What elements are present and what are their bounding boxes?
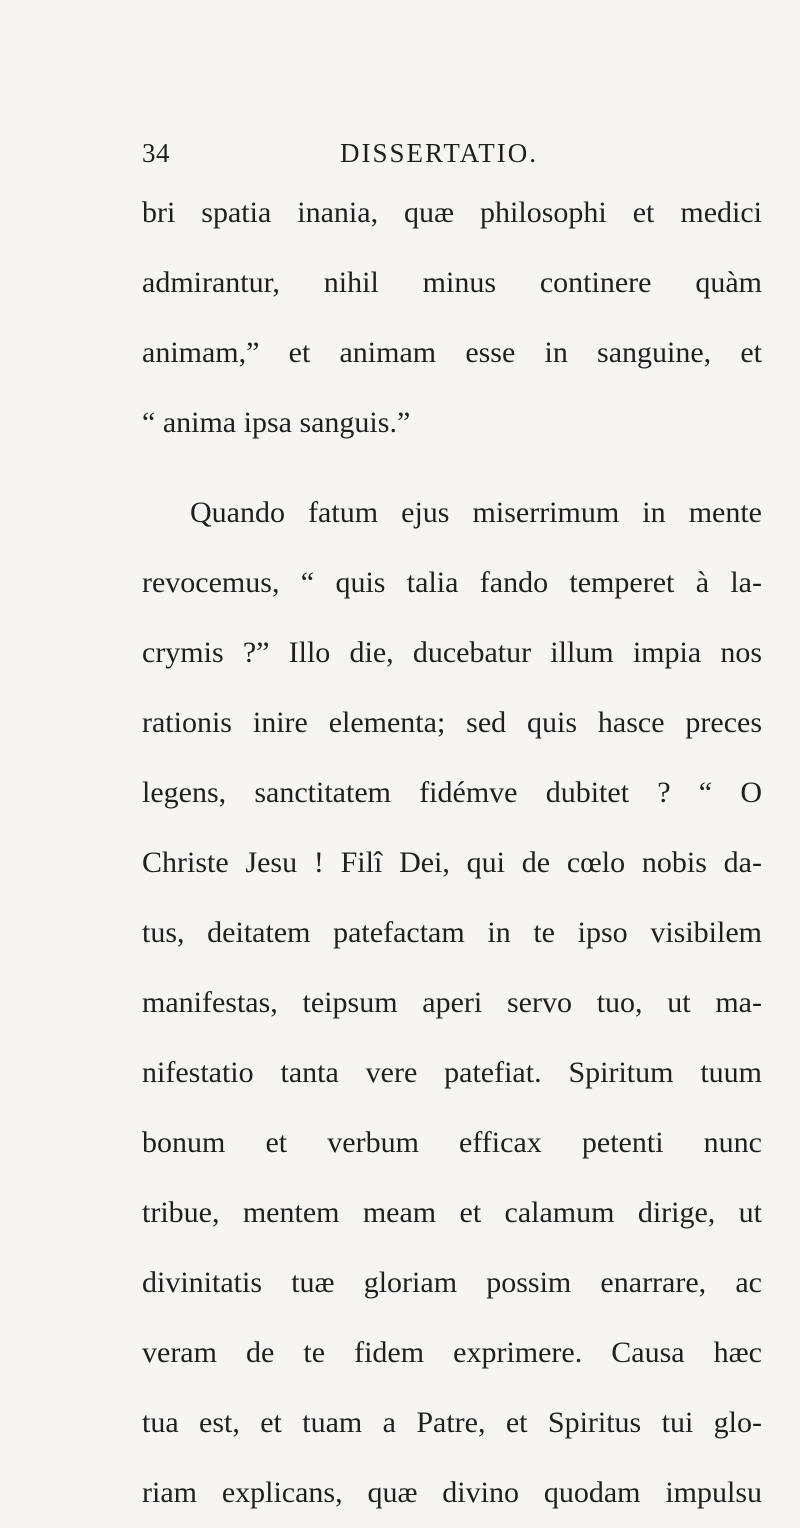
text-line: tribue, mentem meam et calamum dirige, ut <box>142 1196 762 1229</box>
text-line: admirantur, nihil minus continere quàm <box>142 266 762 299</box>
text-line: Christe Jesu ! Filî Dei, qui de cœlo nobis da- <box>142 846 762 879</box>
text-line: revocemus, “ quis talia fando temperet à la- <box>142 566 762 599</box>
text-line: bonum et verbum efficax petenti nunc <box>142 1126 762 1159</box>
text-line: bri spatia inania, quæ philosophi et medici <box>142 196 762 229</box>
text-line: nifestatio tanta vere patefiat. Spiritum tuum <box>142 1056 762 1089</box>
text-line: legens, sanctitatem fidémve dubitet ? “ O <box>142 776 762 809</box>
text-line: crymis ?” Illo die, ducebatur illum impia nos <box>142 636 762 669</box>
paragraph-1 <box>142 178 762 458</box>
text-line: Quando fatum ejus miserrimum in mente <box>190 496 762 529</box>
page-number: 34 <box>142 138 170 168</box>
text-line: tua est, et tuam a Patre, et Spiritus tui glo- <box>142 1406 762 1439</box>
text-line: “ anima ipsa sanguis.” <box>142 406 411 439</box>
text-line: manifestas, teipsum aperi servo tuo, ut ma- <box>142 986 762 1019</box>
text-line: animam,” et animam esse in sanguine, et <box>142 336 762 369</box>
text-line: veram de te fidem exprimere. Causa hæc <box>142 1336 762 1369</box>
running-head <box>142 138 762 178</box>
running-title: DISSERTATIO. <box>340 138 538 168</box>
text-line: rationis inire elementa; sed quis hasce preces <box>142 706 762 739</box>
text-line: tus, deitatem patefactam in te ipso visibilem <box>142 916 762 949</box>
paragraph-2 <box>142 478 762 1528</box>
text-line: divinitatis tuæ gloriam possim enarrare, ac <box>142 1266 762 1299</box>
text-line: riam explicans, quæ divino quodam impulsu <box>142 1476 762 1509</box>
